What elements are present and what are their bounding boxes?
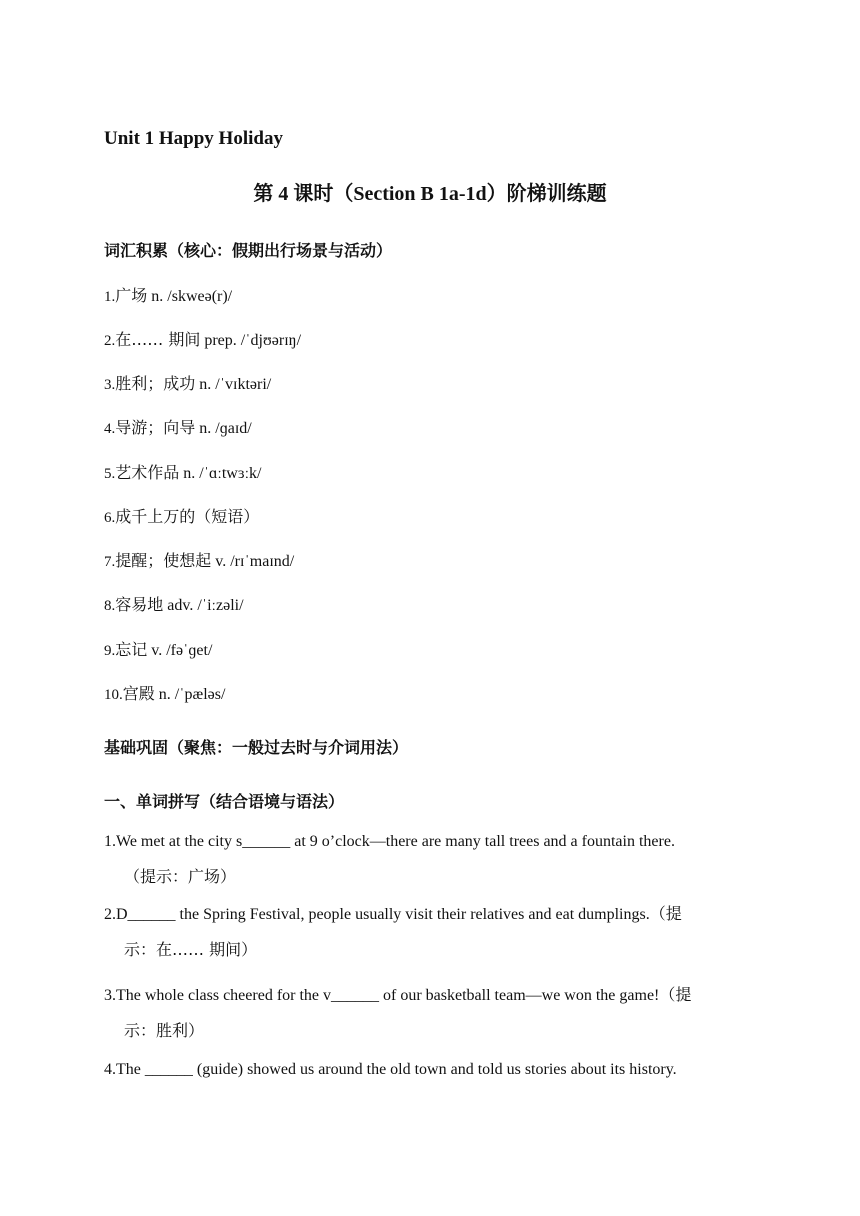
vocab-item: 6.成千上万的（短语）: [104, 507, 260, 526]
vocab-item: 1.广场 n. /skweə(r)/: [104, 286, 233, 305]
lesson-title: 第 4 课时（Section B 1a-1d）阶梯训练题: [253, 183, 607, 205]
exercise-item: 2.D______ the Spring Festival, people usually visit their relatives and eat dumplings.（提 示：在…… 期间）: [104, 906, 682, 959]
vocab-item: 4.导游；向导 n. /ɡaɪd/: [104, 418, 252, 437]
vocab-item: 9.忘记 v. /fəˈɡet/: [104, 640, 213, 659]
vocab-heading: 词汇积累（核心：假期出行场景与活动）: [104, 241, 393, 260]
vocab-item: 3.胜利；成功 n. /ˈvɪktəri/: [104, 374, 272, 393]
spelling-heading: 一、单词拼写（结合语境与语法）: [104, 792, 345, 811]
vocab-item: 7.提醒；使想起 v. /rɪˈmaɪnd/: [104, 551, 295, 570]
vocab-item: 2.在…… 期间 prep. /ˈdjʊərɪŋ/: [104, 330, 302, 349]
exercise-item: 4.The ______ (guide) showed us around the old town and told us stories about its history.: [104, 1061, 677, 1078]
vocab-item: 5.艺术作品 n. /ˈɑːtwɜːk/: [104, 463, 262, 482]
basic-heading: 基础巩固（聚焦：一般过去时与介词用法）: [104, 738, 409, 757]
vocab-item: 8.容易地 adv. /ˈiːzəli/: [104, 595, 244, 614]
unit-title: Unit 1 Happy Holiday: [104, 128, 283, 149]
exercise-item: 1.We met at the city s______ at 9 o’clock—there are many tall trees and a fountain there. （提示：广场）: [104, 833, 675, 886]
exercise-item: 3.The whole class cheered for the v______ of our basketball team—we won the game!（提 示：胜利）: [104, 987, 692, 1040]
vocab-item: 10.宫殿 n. /ˈpæləs/: [104, 684, 226, 703]
